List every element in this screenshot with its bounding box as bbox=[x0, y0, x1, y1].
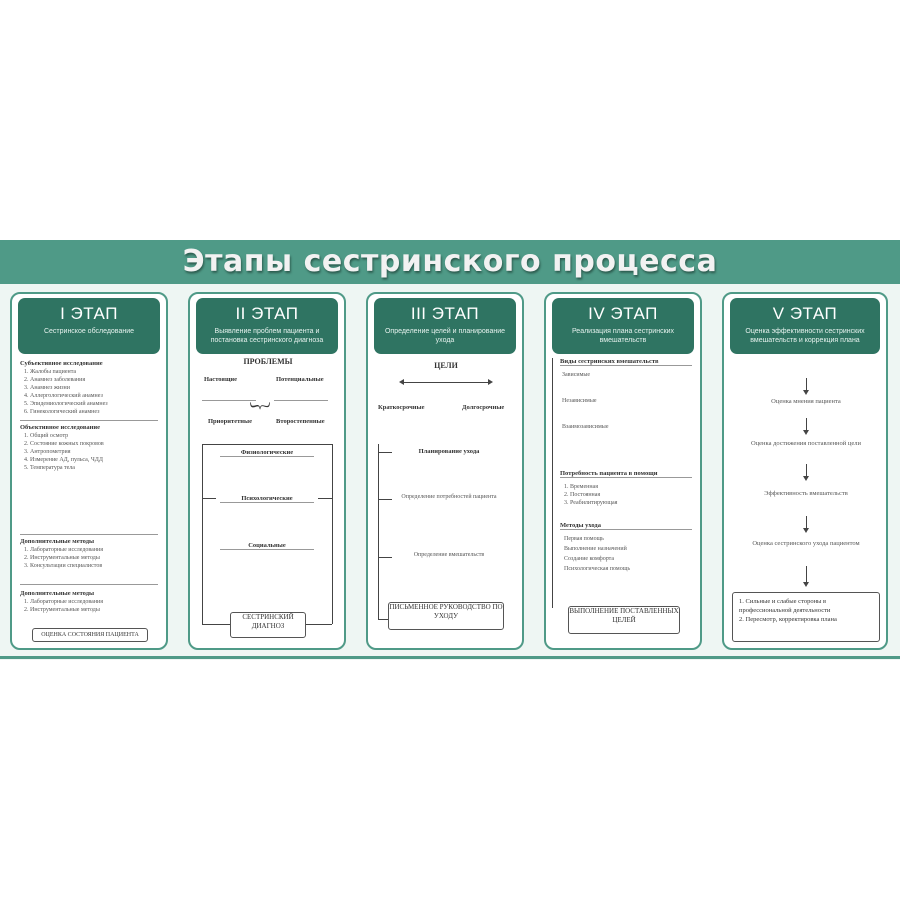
divider bbox=[20, 420, 158, 421]
connector bbox=[378, 499, 392, 500]
stage-1-section-2-heading: Объективное исследование bbox=[20, 424, 100, 431]
stage-4-subtitle: Реализация плана сестринских вмешательств bbox=[571, 328, 675, 344]
stage-4-section-3-heading: Методы ухода bbox=[560, 522, 601, 529]
list-item: 1. Лабораторные исследования bbox=[24, 547, 104, 553]
arrow-down bbox=[803, 476, 809, 481]
stage-1-section-3-heading: Дополнительные методы bbox=[20, 538, 95, 545]
bottom-divider bbox=[0, 656, 900, 659]
stage-3-goals: ЦЕЛИ bbox=[434, 361, 458, 370]
stage-5-panel bbox=[722, 292, 888, 650]
list-item: 2. Инструментальные методы bbox=[24, 555, 100, 561]
arrow-down bbox=[803, 430, 809, 435]
stage-2-type-3: Социальные bbox=[248, 542, 286, 549]
stage-3-goal-left: Краткосрочные bbox=[378, 404, 425, 411]
stage-1-section-3-heading-repeat: Дополнительные методы bbox=[20, 590, 95, 597]
stage-4-panel bbox=[544, 292, 702, 650]
list-item: 1. Лабораторные исследования bbox=[24, 599, 104, 605]
divider bbox=[220, 456, 314, 457]
connector bbox=[318, 498, 332, 499]
arrow-down bbox=[803, 528, 809, 533]
stage-5-footer-item-1: 1. Сильные и слабые стороны в профессиональной деятельности bbox=[739, 598, 831, 614]
list-item: 2. Состояние кожных покровов bbox=[24, 441, 104, 447]
list-item: Взаимозависимые bbox=[562, 424, 609, 430]
stage-2-footer: СЕСТРИНСКИЙ ДИАГНОЗ bbox=[230, 612, 306, 638]
connector-left bbox=[378, 444, 379, 619]
connector-top bbox=[202, 444, 332, 445]
stage-3-header bbox=[374, 298, 516, 354]
list-item: 2. Инструментальные методы bbox=[24, 607, 100, 613]
brace-glyph: ︸ bbox=[250, 403, 270, 425]
connector-bottom-left bbox=[202, 624, 230, 625]
stage-1-label: I ЭТАП bbox=[60, 304, 118, 323]
stage-5-flow-1: Оценка мнения пациента bbox=[771, 398, 841, 405]
list-item: 2. Анамнез заболевания bbox=[24, 377, 86, 383]
stage-1-section-1-heading: Субъективное исследование bbox=[20, 360, 103, 367]
stage-5-flow-4: Оценка сестринского ухода пациентом bbox=[752, 540, 860, 547]
connector bbox=[378, 452, 392, 453]
divider bbox=[202, 400, 256, 401]
stage-5-footer bbox=[732, 592, 880, 642]
stage-2-problems: ПРОБЛЕМЫ bbox=[243, 357, 293, 366]
stage-2-header bbox=[196, 298, 338, 354]
stage-3-subtitle: Определение целей и планирование ухода bbox=[384, 328, 505, 344]
stage-5-subtitle: Оценка эффективности сестринских вмешательств и коррекция плана bbox=[745, 328, 865, 344]
stage-3-step-1: Планирование ухода bbox=[418, 448, 480, 455]
arrow-down bbox=[803, 582, 809, 587]
stage-2-panel bbox=[188, 292, 346, 650]
connector bbox=[378, 557, 392, 558]
stage-2-type-2: Психологические bbox=[241, 495, 293, 502]
list-item: 3. Анамнез жизни bbox=[24, 385, 70, 391]
stage-2-branch-left: Настоящие bbox=[204, 376, 238, 383]
stage-2-label: II ЭТАП bbox=[235, 304, 299, 323]
stage-3-step-2: Определение потребностей пациента bbox=[401, 494, 497, 500]
connector-bottom-right bbox=[306, 624, 332, 625]
list-item: 4. Измерение АД, пульса, ЧДД bbox=[24, 457, 103, 463]
stage-5-flow-3: Эффективность вмешательств bbox=[764, 490, 848, 497]
arrow-left bbox=[399, 379, 404, 385]
list-item: Первая помощь bbox=[564, 536, 604, 542]
stage-3-footer: ПИСЬМЕННОЕ РУКОВОДСТВО ПО УХОДУ bbox=[388, 602, 504, 630]
list-item: 5. Эпидемиологический анамнез bbox=[24, 401, 108, 407]
connector-left bbox=[552, 358, 553, 608]
list-item: 1. Общий осмотр bbox=[24, 433, 69, 439]
stage-3-step-3: Определение вмешательств bbox=[413, 552, 485, 558]
connector-left bbox=[202, 444, 203, 624]
divider bbox=[560, 365, 692, 366]
list-item: 1. Жалобы пациента bbox=[24, 369, 77, 375]
divider bbox=[560, 529, 692, 530]
stage-3-goal-right: Долгосрочные bbox=[462, 404, 505, 411]
stage-2-subtitle: Выявление проблем пациента и постановка сестринского диагноза bbox=[210, 328, 324, 344]
list-item: 3. Реабилитирующая bbox=[564, 500, 618, 506]
list-item: 3. Консультации специалистов bbox=[24, 563, 103, 569]
connector-right bbox=[332, 444, 333, 624]
divider bbox=[560, 477, 692, 478]
divider bbox=[20, 584, 158, 585]
stage-1-header bbox=[18, 298, 160, 354]
stage-2-sub-right: Второстепенные bbox=[276, 418, 325, 425]
stage-1-subtitle: Сестринское обследование bbox=[43, 328, 135, 335]
divider bbox=[220, 502, 314, 503]
connector bbox=[404, 382, 488, 383]
stage-4-section-1-heading: Виды сестринских вмешательств bbox=[560, 358, 659, 365]
stage-2-type-1: Физиологические bbox=[240, 449, 294, 456]
stage-4-label: IV ЭТАП bbox=[588, 304, 658, 323]
stage-1-footer: ОЦЕНКА СОСТОЯНИЯ ПАЦИЕНТА bbox=[32, 628, 148, 642]
poster-title: Этапы сестринского процесса bbox=[182, 244, 718, 279]
stage-3-label: III ЭТАП bbox=[410, 304, 480, 323]
list-item: Зависимые bbox=[562, 372, 591, 378]
stage-2-branch-right: Потенциальные bbox=[276, 376, 324, 383]
stage-4-section-2-heading: Потребность пациента в помощи bbox=[560, 470, 658, 477]
list-item: 3. Антропометрия bbox=[24, 449, 71, 455]
stage-4-header bbox=[552, 298, 694, 354]
divider bbox=[274, 400, 328, 401]
stage-3-panel bbox=[366, 292, 524, 650]
list-item: Создание комфорта bbox=[564, 556, 615, 562]
arrow-right bbox=[488, 379, 493, 385]
divider bbox=[220, 549, 314, 550]
stage-1-panel bbox=[10, 292, 168, 650]
list-item: Психологическая помощь bbox=[564, 566, 631, 572]
stage-5-label: V ЭТАП bbox=[772, 304, 838, 323]
stage-4-footer: ВЫПОЛНЕНИЕ ПОСТАВЛЕННЫХ ЦЕЛЕЙ bbox=[568, 606, 680, 634]
list-item: 5. Температура тела bbox=[24, 465, 75, 471]
stage-5-header bbox=[730, 298, 880, 354]
list-item: 1. Временная bbox=[564, 484, 598, 490]
stage-5-footer-item-2: 2. Пересмотр, корректировка плана bbox=[739, 616, 837, 623]
list-item: 4. Аллергологический анамнез bbox=[24, 393, 103, 399]
list-item: 2. Постоянная bbox=[564, 492, 601, 498]
list-item: Независимые bbox=[562, 398, 597, 404]
divider bbox=[20, 534, 158, 535]
connector bbox=[202, 498, 216, 499]
stage-5-flow-2: Оценка достижения поставленной цели bbox=[751, 440, 861, 447]
list-item: Выполнение назначений bbox=[564, 546, 627, 552]
list-item: 6. Гинекологический анамнез bbox=[24, 409, 100, 415]
stage-2-sub-left: Приоритетные bbox=[208, 418, 253, 425]
poster bbox=[0, 240, 900, 660]
arrow-down bbox=[803, 390, 809, 395]
